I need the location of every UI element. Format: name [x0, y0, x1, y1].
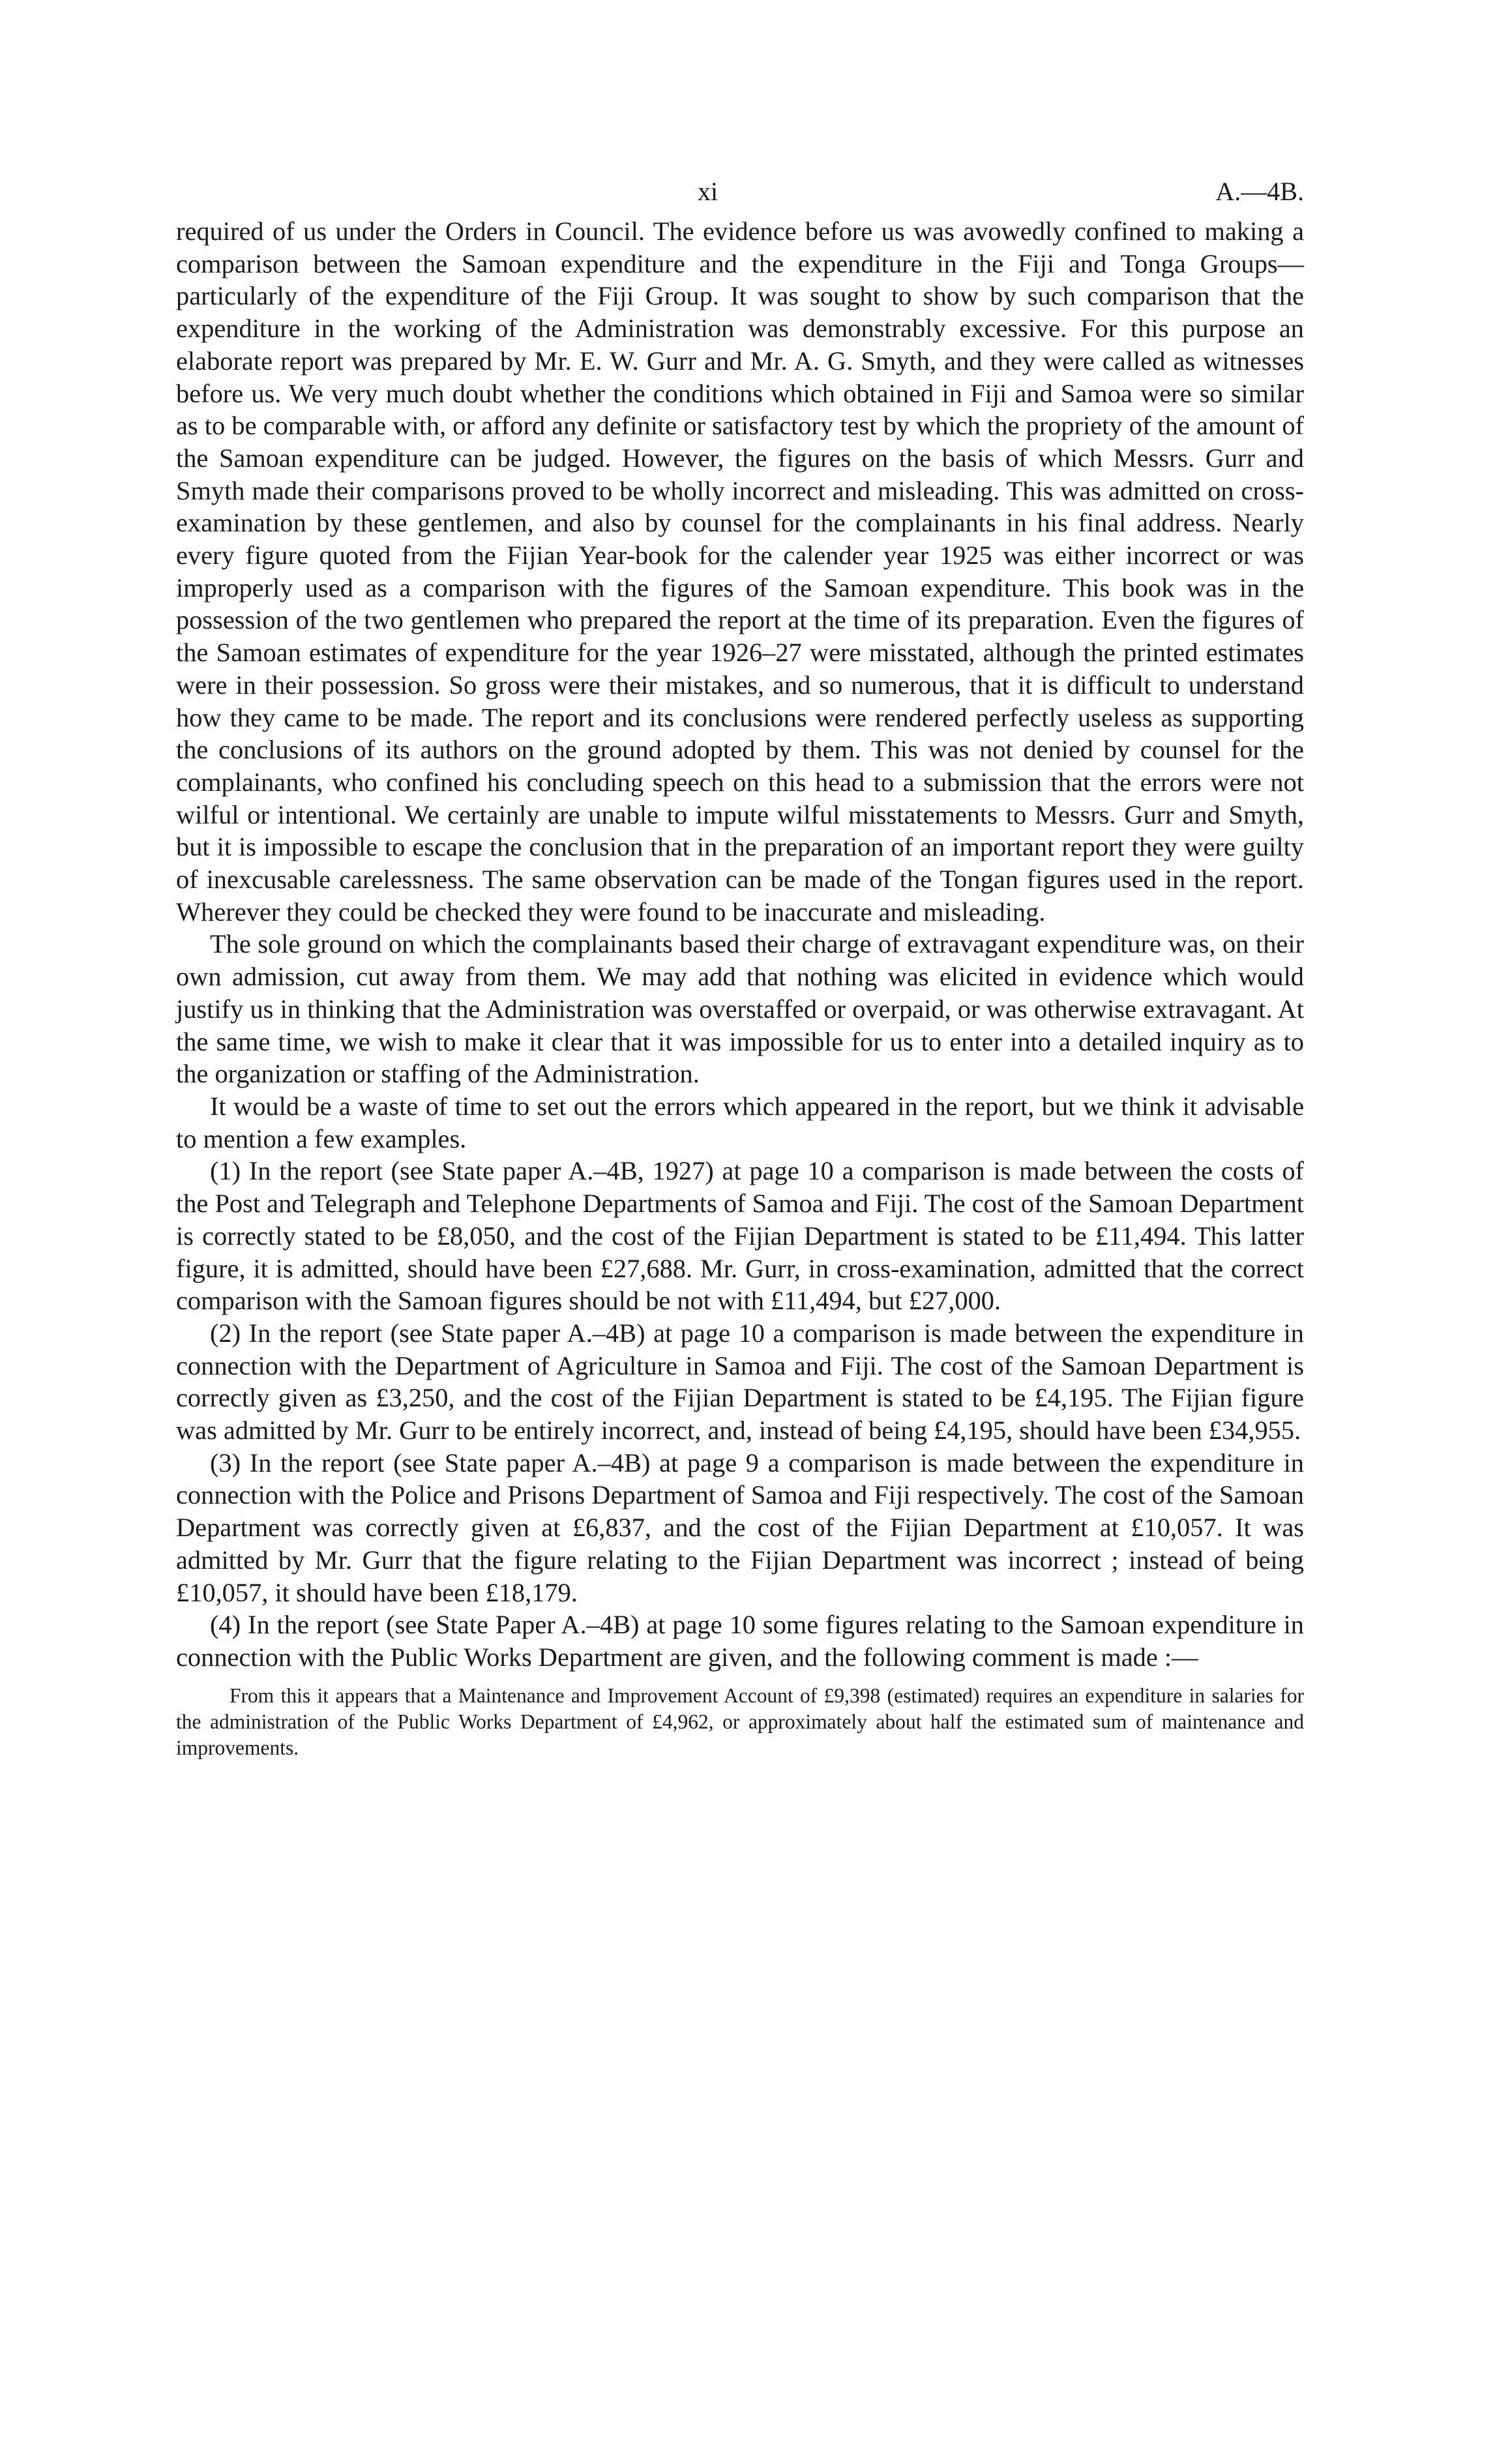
paragraph-example-3: (3) In the report (see State paper A.–4B) at page 9 a comparison is made between the expenditure in connection with the Police and Prisons Department of Samoa and Fiji respectively. The cost of the Samoan Department was correctly given at £6,837, and the cost of the Fijian Department at £10,057. It was admitted by Mr. Gurr that the figure relating to the Fijian Department was incorrect ; instead of being £10,057, it should have been £18,179.	[176, 1447, 1304, 1607]
document-reference: A.—4B.	[1215, 177, 1304, 206]
paragraph-example-2: (2) In the report (see State paper A.–4B) at page 10 a comparison is made between the expenditure in connection with the Department of Agriculture in Samoa and Fiji. The cost of the Samoan Department is correctly given as £3,250, and the cost of the Fijian Department is stated to be £4,195. The Fijian figure was admitted by Mr. Gurr to be entirely incorrect, and, instead of being £4,195, should have been £34,955.	[176, 1318, 1304, 1446]
paragraph-example-1: (1) In the report (see State paper A.–4B, 1927) at page 10 a comparison is made between the costs of the Post and Telegraph and Telephone Departments of Samoa and Fiji. The cost of the Samoan Department is correctly stated to be £8,050, and the cost of the Fijian Department is stated to be £11,494. This latter figure, it is admitted, should have been £27,688. Mr. Gurr, in cross-examination, admitted that the correct comparison with the Samoan figures should be not with £11,494, but £27,000.	[176, 1156, 1304, 1316]
paragraph-continuation: required of us under the Orders in Council. The evidence before us was avowedly confined to making a comparison between the Samoan expenditure and the expenditure in the Fiji and Tonga Groups—particularly of the expenditure of the Fiji Group. It was sought to show by such comparison that the expenditure in the working of the Administration was demonstrably excessive. For this purpose an elaborate report was prepared by Mr. E. W. Gurr and Mr. A. G. Smyth, and they were called as witnesses before us. We very much doubt whether the conditions which obtained in Fiji and Samoa were so similar as to be comparable with, or afford any definite or satisfactory test by which the propriety of the amount of the Samoan expenditure can be judged. However, the figures on the basis of which Messrs. Gurr and Smyth made their comparisons proved to be wholly incorrect and misleading. This was admitted on cross-examination by these gentlemen, and also by counsel for the complainants in his final address. Nearly every figure quoted from the Fijian Year-book for the calender year 1925 was either incorrect or was improperly used as a comparison with the figures of the Samoan expenditure. This book was in the possession of the two gentlemen who prepared the report at the time of its preparation. Even the figures of the Samoan estimates of expenditure for the year 1926–27 were misstated, although the printed estimates were in their possession. So gross were their mistakes, and so numerous, that it is difficult to understand how they came to be made. The report and its conclusions were rendered perfectly useless as supporting the conclusions of its authors on the ground adopted by them. This was not denied by counsel for the complainants, who confined his concluding speech on this head to a submission that the errors were not wilful or intentional. We certainly are unable to impute wilful misstatements to Messrs. Gurr and Smyth, but it is impossible to escape the conclusion that in the preparation of an important report they were guilty of inexcusable carelessness. The same observation can be made of the Tongan figures used in the report. Wherever they could be checked they were found to be inaccurate and misleading.	[176, 216, 1304, 927]
document-page	[176, 176, 1304, 1761]
page-header	[176, 176, 1304, 215]
page-number: xi	[698, 177, 718, 206]
paragraph-extravagance: The sole ground on which the complainants based their charge of extravagant expenditure was, on their own admission, cut away from them. We may add that nothing was elicited in evidence which would justify us in thinking that the Administration was overstaffed or overpaid, or was otherwise extravagant. At the same time, we wish to make it clear that it was impossible for us to enter into a detailed inquiry as to the organization or staffing of the Administration.	[176, 929, 1304, 1089]
body-text	[176, 215, 1304, 1674]
paragraph-examples-intro: It would be a waste of time to set out the errors which appeared in the report, but we think it advisable to mention a few examples.	[176, 1091, 1304, 1153]
paragraph-example-4: (4) In the report (see State Paper A.–4B) at page 10 some figures relating to the Samoan expenditure in connection with the Public Works Department are given, and the following comment is made :—	[176, 1610, 1304, 1672]
quoted-comment: From this it appears that a Maintenance and Improvement Account of £9,398 (estimated) requires an expenditure in salaries for the administration of the Public Works Department of £4,962, or approximately about half the estimated sum of maintenance and improvements.	[176, 1684, 1304, 1759]
